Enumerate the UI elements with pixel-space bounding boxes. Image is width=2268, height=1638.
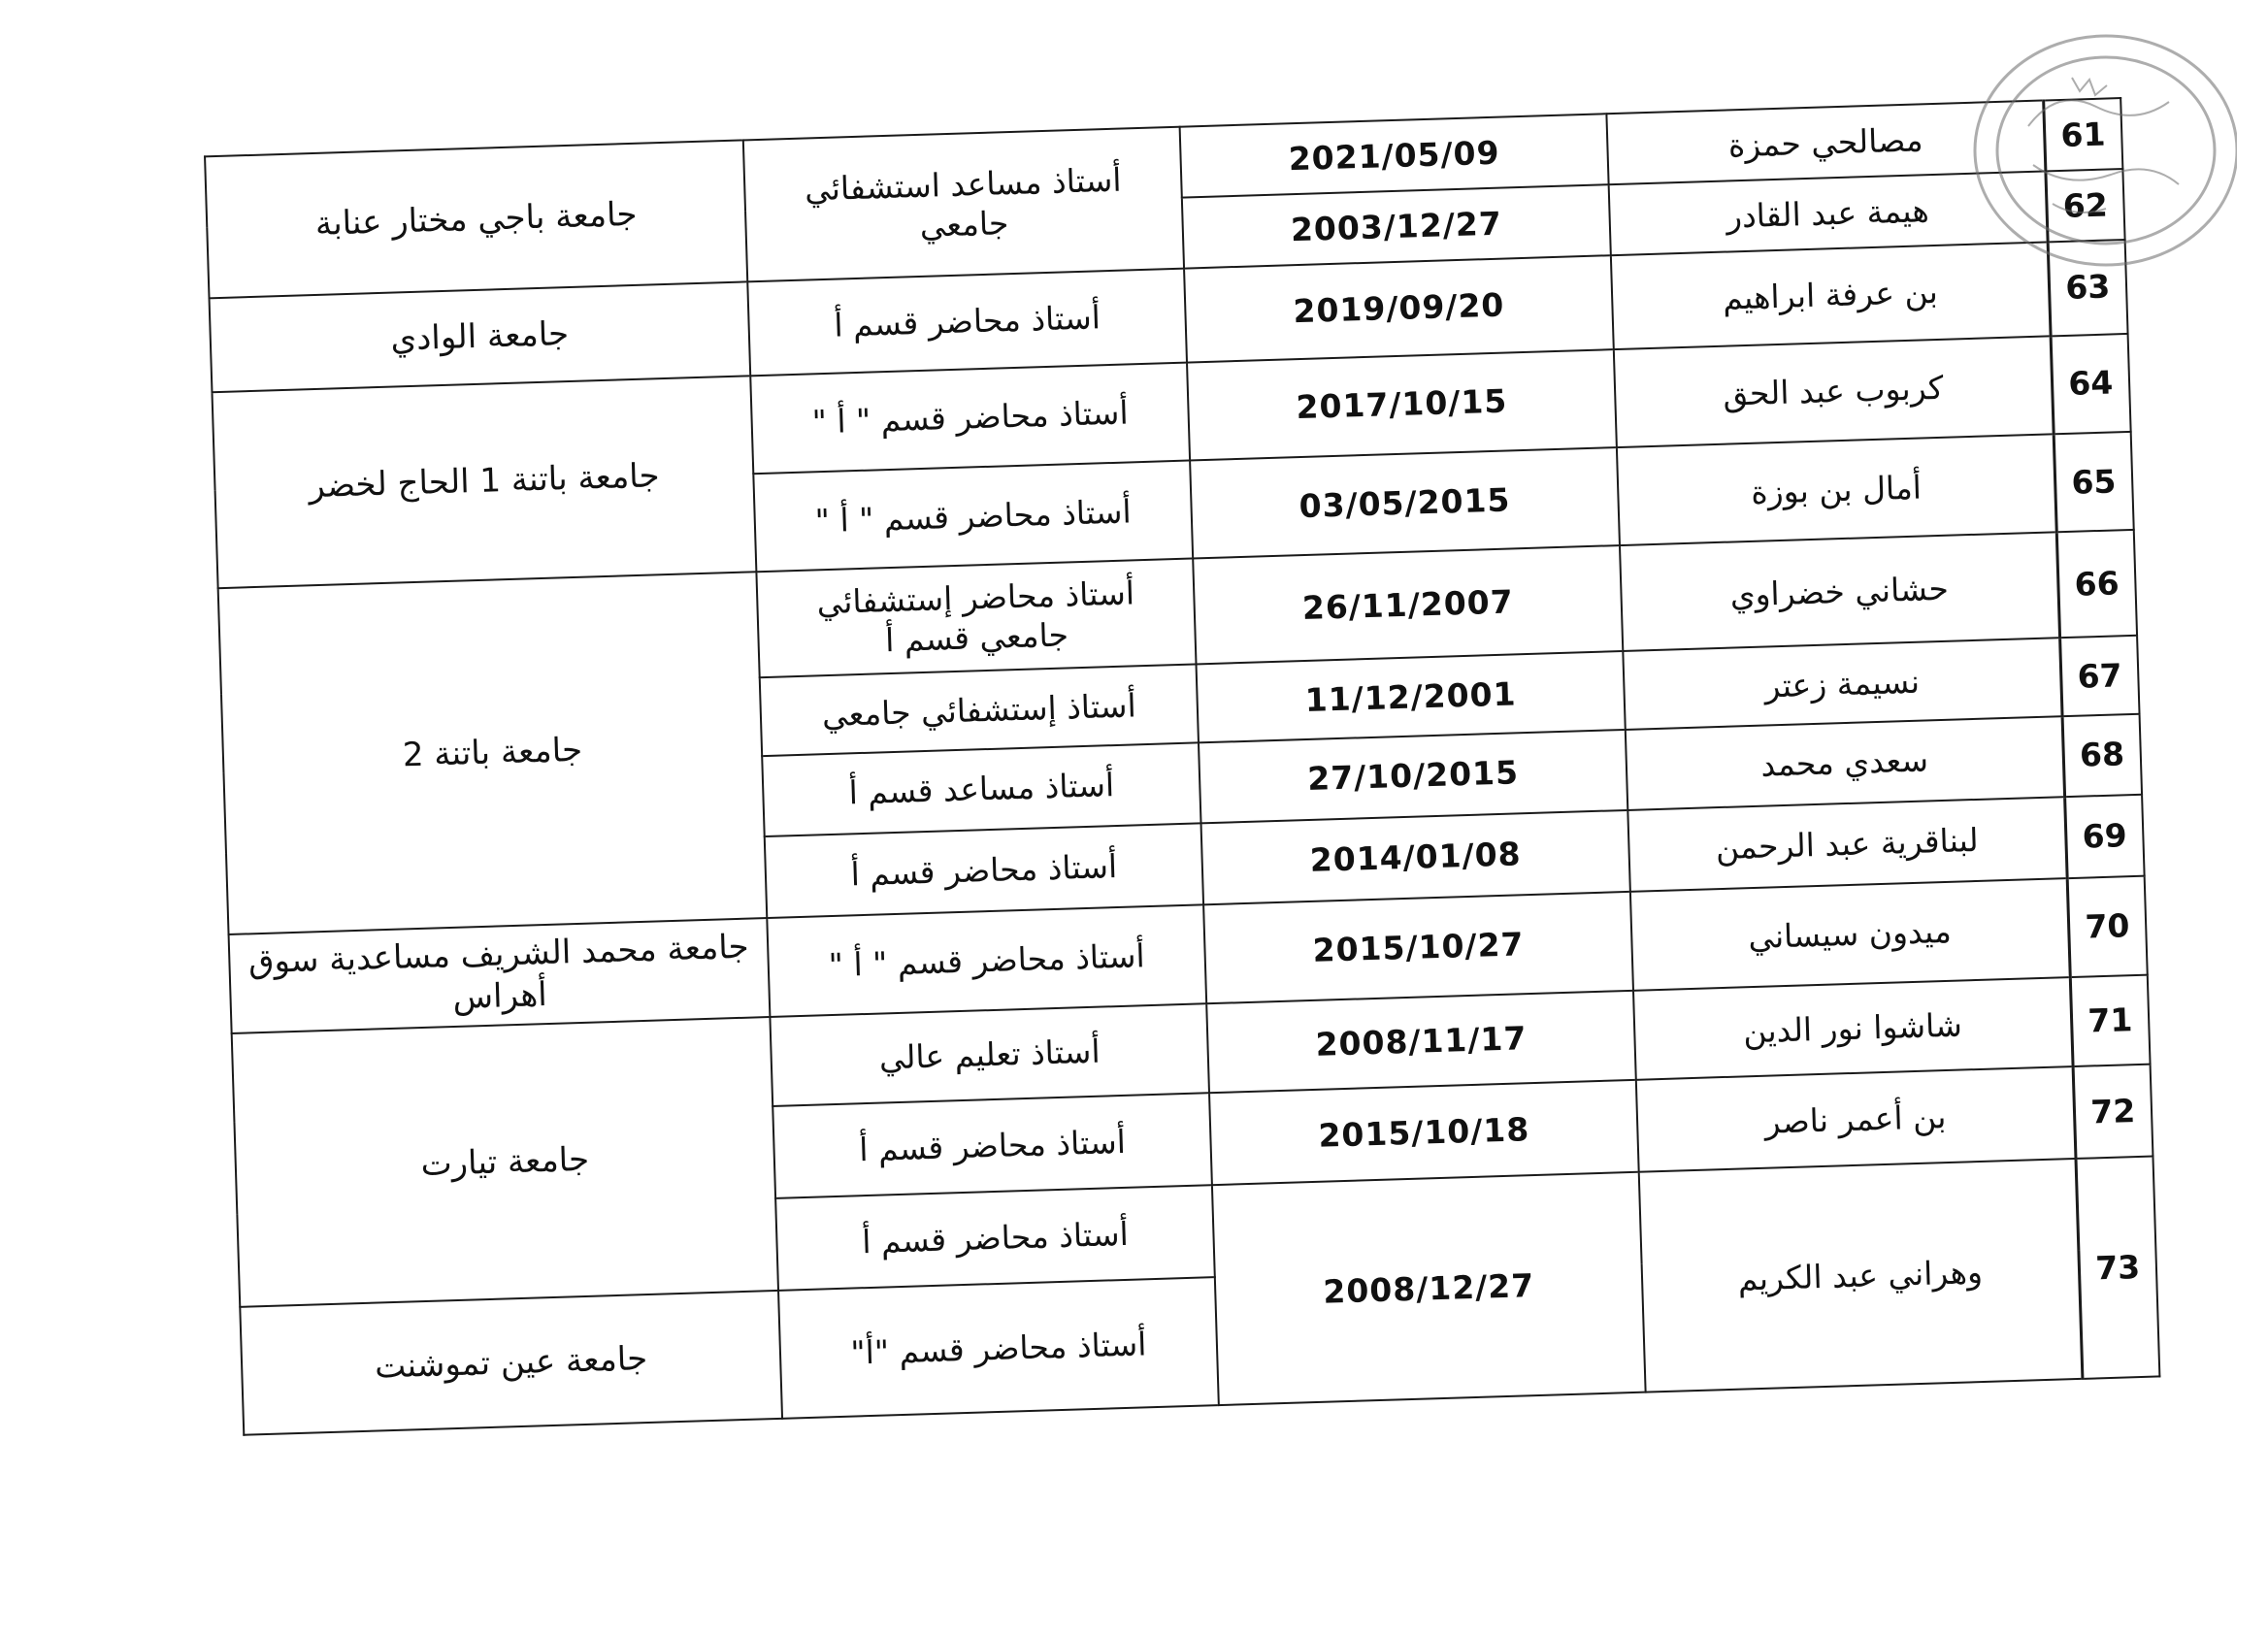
rank-cell: أستاذ محاضر قسم أ	[747, 268, 1187, 376]
staff-name: شاشوا نور الدين	[1633, 977, 2073, 1081]
row-number: 73	[2076, 1157, 2160, 1379]
staff-name: وهراني عبد الكريم	[1639, 1159, 2083, 1392]
date-cell: 2015/10/27	[1203, 892, 1633, 1002]
date-cell: 2008/12/27	[1212, 1172, 1646, 1405]
staff-name: بن أعمر ناصر	[1636, 1067, 2076, 1173]
staff-name: نسيمة زعتر	[1623, 638, 2061, 730]
staff-name: بن عرفة ابراهيم	[1611, 242, 2051, 349]
date-cell: 2014/01/08	[1201, 809, 1630, 904]
date-cell: 2017/10/15	[1187, 349, 1617, 460]
staff-name: مصالحي حمزة	[1606, 101, 2045, 184]
staff-name: كربوب عبد الحق	[1614, 336, 2054, 447]
rank-cell: أستاذ محاضر قسم أ	[775, 1186, 1215, 1292]
date-cell: 2019/09/20	[1184, 255, 1614, 362]
university-cell: جامعة تيارت	[232, 1017, 778, 1308]
staff-name: لبناقرية عبد الرحمن	[1627, 797, 2066, 893]
date-cell: 2008/11/17	[1206, 990, 1636, 1093]
row-number: 67	[2059, 636, 2139, 716]
date-cell: 03/05/2015	[1190, 447, 1620, 558]
row-number: 72	[2073, 1065, 2153, 1159]
staff-name: هيمة عبد القادر	[1609, 171, 2048, 254]
row-number: 64	[2051, 333, 2131, 433]
row-number: 68	[2062, 713, 2142, 796]
row-number: 70	[2067, 876, 2148, 976]
university-cell: جامعة محمد الشريف مساعدية سوق أهراس	[229, 918, 771, 1032]
row-number: 69	[2064, 794, 2145, 878]
university-cell: جامعة باتنة 2	[218, 572, 768, 935]
staff-name: ميدون سيساني	[1630, 879, 2070, 991]
rank-cell: أستاذ محاضر قسم "أ"	[778, 1278, 1219, 1419]
university-cell: جامعة باتنة 1 الحاج لخضر	[212, 376, 756, 588]
row-number: 65	[2054, 432, 2134, 532]
date-cell: 27/10/2015	[1199, 730, 1627, 823]
row-number: 71	[2070, 974, 2151, 1066]
row-number: 62	[2045, 169, 2124, 242]
rank-cell: أستاذ محاضر قسم " أ "	[767, 905, 1206, 1017]
staff-name: حشاني خضراوي	[1620, 532, 2059, 651]
row-number: 63	[2048, 240, 2128, 336]
staff-table	[204, 97, 2160, 1436]
date-cell: 26/11/2007	[1193, 545, 1623, 665]
staff-name: سعدي محمد	[1626, 716, 2064, 810]
row-number: 61	[2043, 98, 2122, 171]
row-number: 66	[2056, 530, 2137, 639]
rank-cell: أستاذ محاضر إستشفائي جامعي قسم أ	[756, 558, 1196, 677]
rank-cell: أستاذ محاضر قسم أ	[765, 823, 1203, 919]
date-cell: 2015/10/18	[1209, 1080, 1639, 1185]
staff-name: أمال بن بوزة	[1617, 434, 2056, 545]
rank-cell: أستاذ تعليم عالي	[770, 1003, 1209, 1107]
rank-cell: أستاذ محاضر قسم أ	[772, 1094, 1212, 1199]
rank-cell: أستاذ محاضر قسم " أ "	[753, 460, 1193, 572]
date-cell: 11/12/2001	[1197, 651, 1626, 742]
rank-cell: أستاذ مساعد استشفائي جامعي	[743, 127, 1184, 281]
rank-cell: أستاذ مساعد قسم أ	[762, 742, 1200, 836]
date-cell: 2003/12/27	[1182, 184, 1611, 268]
official-stamp	[1936, 19, 2237, 291]
date-cell: 2021/05/09	[1180, 114, 1609, 197]
university-cell: جامعة باجي مختار عنابة	[205, 140, 747, 297]
rank-cell: أستاذ محاضر قسم " أ "	[750, 362, 1190, 474]
university-cell: جامعة عين تموشنت	[240, 1291, 782, 1434]
rank-cell: أستاذ إستشفائي جامعي	[760, 664, 1199, 756]
university-cell: جامعة الوادي	[210, 281, 751, 392]
